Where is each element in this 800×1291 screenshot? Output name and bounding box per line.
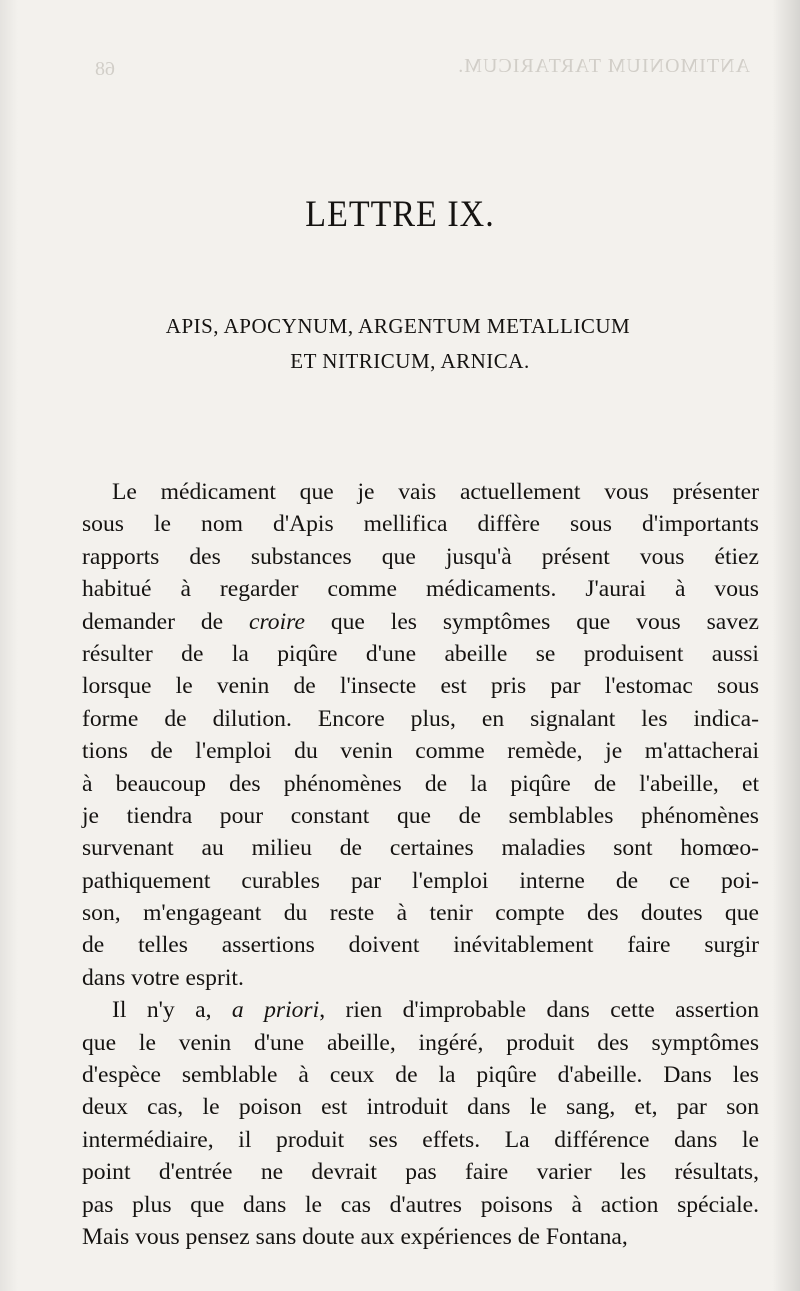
text-line-with-emphasis — [82, 994, 759, 1026]
subtitle-line-2: ET NITRICUM, ARNICA. — [290, 349, 530, 373]
text-line: deux cas, le poison est introduit dans le sang, et, par son — [82, 1094, 759, 1121]
text-line: lorsque le venin de l'insecte est pris par l'estomac sous — [82, 673, 759, 700]
text-line: résulter de la piqûre d'une abeille se produisent aussi — [82, 640, 759, 667]
letter-title: LETTRE IX. — [305, 194, 495, 235]
body-text — [82, 476, 759, 1253]
emphasis-croire: croire — [249, 608, 305, 635]
text-segment: que les symptômes que vous savez — [304, 608, 759, 635]
text-line: Mais vous pensez sans doute aux expériences de Fontana, — [82, 1223, 628, 1250]
text-line: rapports des substances que jusqu'à présent vous étiez — [82, 543, 759, 570]
subtitle-line-1: APIS, APOCYNUM, ARGENTUM METALLICUM — [165, 314, 631, 338]
emphasis-a-priori: a priori — [231, 997, 320, 1024]
text-line: tions de l'emploi du venin comme remède, je m'attacherai — [82, 738, 759, 765]
text-line: son, m'engageant du reste à tenir compte des doutes que — [82, 900, 759, 927]
text-line: je tiendra pour constant que de semblables phénomènes — [82, 802, 759, 829]
text-line: pathiquement curables par l'emploi interne de ce poi- — [82, 867, 759, 894]
text-line: pas plus que dans le cas d'autres poisons à action spéciale. — [82, 1191, 759, 1218]
text-segment: demander de — [82, 608, 250, 635]
text-line: que le venin d'une abeille, ingéré, produit des symptômes — [82, 1029, 759, 1056]
text-line: point d'entrée ne devrait pas faire varier les résultats, — [82, 1159, 759, 1186]
text-line: habitué à regarder comme médicaments. J'aurai à vous — [82, 576, 759, 603]
text-line: à beaucoup des phénomènes de la piqûre de l'abeille, et — [82, 770, 759, 797]
text-segment: Il n'y a, — [112, 997, 232, 1024]
text-line: de telles assertions doivent inévitablement faire surgir — [82, 932, 759, 959]
bleed-page-number: 68 — [95, 58, 115, 80]
text-line: forme de dilution. Encore plus, en signalant les indica- — [82, 705, 759, 732]
text-segment: , rien d'improbable dans cette assertion — [319, 997, 760, 1024]
text-line-with-emphasis — [82, 606, 759, 638]
text-line: d'espèce semblable à ceux de la piqûre d'abeille. Dans les — [82, 1062, 759, 1089]
text-line: Le médicament que je vais actuellement vous présenter — [112, 479, 759, 505]
bleed-running-header: ANTIMONIUM TARTARICUM. — [457, 55, 750, 77]
text-line: survenant au milieu de certaines maladies sont homœo- — [82, 835, 759, 862]
text-line: dans votre esprit. — [82, 964, 244, 991]
text-line: sous le nom d'Apis mellifica diffère sous d'importants — [82, 511, 759, 538]
text-line: intermédiaire, il produit ses effets. La différence dans le — [82, 1126, 759, 1153]
